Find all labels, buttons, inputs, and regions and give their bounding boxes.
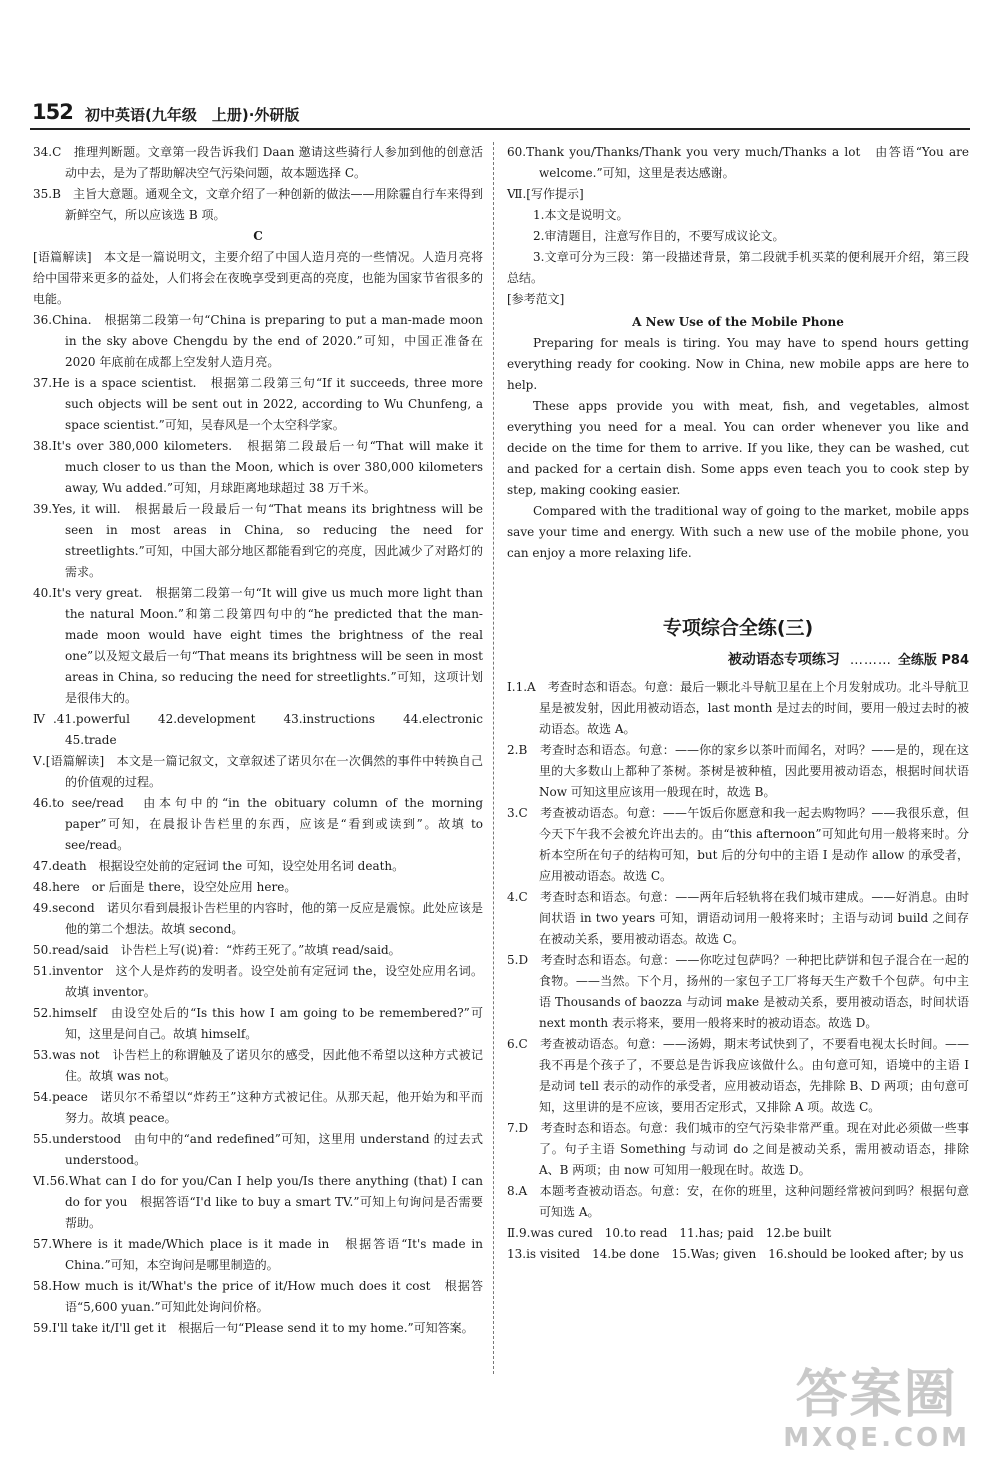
answer-paragraph: 47.death 根据设空处前的定冠词 the 可知，设空处用名词 death。: [33, 859, 405, 873]
answer-paragraph: 8.A 本题考查被动语态。句意：安，在你的班里，这种问题经常被问到吗？根据句意可知选 A。: [507, 1184, 969, 1219]
answer-paragraph: 50.read/said 讣告栏上写(说)着：“炸药王死了。”故填 read/said。: [33, 943, 401, 957]
answer-paragraph: 3.文章可分为三段：第一段描述背景，第二段就手机买菜的便利展开介绍，第三段总结。: [507, 250, 969, 285]
answer-paragraph: 54.peace 诺贝尔不希望以“炸药王”这种方式被记住。从那天起，他开始为和平而努力。故填 peace。: [33, 1090, 483, 1125]
answer-paragraph: Ⅶ.[写作提示]: [507, 187, 584, 201]
essay-paragraph: These apps provide you with meat, fish, and vegetables, almost everything you need for a meal. You can order whenever you like and decide on the time for them to arrive. If you like, they can be washed, cut and packed for a certain dish. Some apps even teach you to cook step by step, making cooking easier.: [507, 399, 969, 497]
answer-paragraph: 40.It's very great. 根据第二段第一句“It will give us much more light than the natural Moon.”和第二段第四句中的“he predicted that the man-made moon would have eight times the brightness of the real one”以及短文最后一句“That means its brightness will be seen in most areas in China, so reducing the need for streetlights.”可知，这项计划是很伟大的。: [33, 586, 483, 705]
answer-paragraph: 6.C 考查被动语态。句意：——汤姆，期末考试快到了，不要看电视太长时间。——我不再是个孩子了，不要总是告诉我应该做什么。由句意可知，语境中的主语 I 是动词 tell 表示的动作的承受者，应用被动语态，先排除 B、D 两项；由句意可知，这里讲的是不应该，要用否定形式，又排除 A 项。故选 C。: [507, 1037, 969, 1114]
answer-paragraph: 51.inventor 这个人是炸药的发明者。设空处前有定冠词 the，设空处应用名词。故填 inventor。: [33, 964, 483, 999]
watermark-logo-text: 答案圈: [795, 1365, 958, 1425]
answer-paragraph: 38.It's over 380,000 kilometers. 根据第二段最后一句“That will make it much closer to us than the Moon, which is over 380,000 kilometers away, Wu added.”可知，月球距离地球超过 38 万千米。: [33, 439, 483, 495]
book-title: 初中英语(九年级 上册)·外研版: [85, 106, 300, 124]
answer-paragraph: 52.himself 由设空处后的“Is this how I am going to be remembered?”可知，这里是问自己。故填 himself。: [33, 1006, 483, 1041]
answer-paragraph: Ⅴ.[语篇解读] 本文是一篇记叙文，文章叙述了诺贝尔在一次偶然的事件中转换自己的价值观的过程。: [33, 754, 483, 789]
essay-paragraph: Preparing for meals is tiring. You may have to spend hours getting everything ready for cooking. Now in China, new mobile apps are here to help.: [507, 336, 969, 392]
answer-paragraph: 2.B 考查时态和语态。句意：——你的家乡以茶叶而闻名，对吗？——是的，现在这里的大多数山上都种了茶树。茶树是被种植，因此要用被动语态，根据时间状语 Now 可知这里应该用一般现在时，故选 B。: [507, 743, 969, 799]
answer-paragraph: 60.Thank you/Thanks/Thank you very much/Thanks a lot 由答语“You are welcome.”可知，这里是表达感谢。: [507, 145, 969, 180]
answer-paragraph: 57.Where is it made/Which place is it made in 根据答语“It's made in China.”可知，本空询问是哪里制造的。: [33, 1237, 483, 1272]
answer-paragraph: 2.审清题目，注意写作目的，不要写成议论文。: [533, 229, 785, 243]
right-answers-top: [507, 142, 969, 310]
answer-paragraph: 4.C 考查时态和语态。句意：——两年后轻轨将在我们城市建成。——好消息。由时间状语 in two years 可知，谓语动词用一般将来时；主语与动词 build 之间存在被动关系，要用被动语态。故选 C。: [507, 890, 969, 946]
answer-paragraph: 53.was not 讣告栏上的称谓触及了诺贝尔的感受，因此他不希望以这种方式被记住。故填 was not。: [33, 1048, 483, 1083]
answer-paragraph: 7.D 考查时态和语态。句意：我们城市的空气污染非常严重。现在对此必须做一些事了。句子主语 Something 与动词 do 之间是被动关系，需用被动语态，排除 A、B 两项；由 now 可知用一般现在时。故选 D。: [507, 1121, 969, 1177]
essay-body: [507, 333, 969, 564]
answer-paragraph: 5.D 考查时态和语态。句意：——你吃过包萨吗？一种把比萨饼和包子混合在一起的食物。——当然。下个月，扬州的一家包子工厂将每天生产数千个包萨。句中主语 Thousands of baozza 与动词 make 是被动关系，要用被动语态，时间状语 next month 表示将来，要用一般将来时的被动语态。故选 D。: [507, 953, 969, 1030]
answer-paragraph: Ⅱ.9.was cured 10.to read 11.has; paid 12.be built: [507, 1226, 832, 1240]
answer-paragraph: [参考范文]: [507, 292, 565, 306]
answer-paragraph: 59.I'll take it/I'll get it 根据后一句“Please send it to my home.”可知答案。: [33, 1321, 474, 1335]
section-subtitle: 被动语态专项练习: [727, 652, 840, 668]
answer-paragraph: 46.to see/read 由本句中的“in the obituary column of the morning paper”可知，在晨报讣告栏里的东西，应该是“看到或读到”。故填 to see/read。: [33, 796, 483, 852]
watermark: [783, 1367, 970, 1453]
answer-paragraph: 58.How much is it/What's the price of it/How much does it cost 根据答语“5,600 yuan.”可知此处询问价格。: [33, 1279, 483, 1314]
section-subheader: [507, 650, 969, 671]
page-number: 152: [32, 100, 73, 124]
answer-paragraph: Ⅰ.1.A 考查时态和语态。句意：最后一颗北斗导航卫星在上个月发射成功。北斗导航卫星是被发射，因此用被动语态，last month 是过去的时间，要用一般过去时的被动语态。故选 A。: [507, 680, 969, 736]
answer-paragraph: 48.here or 后面是 there，设空处应用 here。: [33, 880, 297, 894]
answer-paragraph: C: [253, 229, 263, 243]
page-reference: 全练版 P84: [897, 653, 969, 668]
header-rule: [30, 128, 970, 130]
answer-paragraph: Ⅵ.56.What can I do for you/Can I help you/Is there anything (that) I can do for you 根据答语“I'd like to buy a smart TV.”可知上句询问是否需要帮助。: [33, 1174, 483, 1230]
answer-paragraph: 37.He is a space scientist. 根据第二段第三句“If it succeeds, three more such objects will be sent out in 2022, according to Wu Chunfeng, a space scientist.”可知，吴春风是一个太空科学家。: [33, 376, 483, 432]
answer-paragraph: 3.C 考查被动语态。句意：——午饭后你愿意和我一起去购物吗？——我很乐意，但今天下午我不会被允许出去的。由“this afternoon”可知此句用一般将来时。分析本空所在句子的结构可知，but 后的分句中的主语 I 是动作 allow 的承受者，应用被动语态。故选 C。: [507, 806, 969, 883]
essay-title: A New Use of the Mobile Phone: [632, 315, 844, 329]
answer-paragraph: 36.China. 根据第二段第一句“China is preparing to put a man-made moon in the sky above Chengdu by the end of 2020.”可知，中国正准备在 2020 年底前在成都上空发射人造月亮。: [33, 313, 483, 369]
essay-paragraph: Compared with the traditional way of going to the market, mobile apps save your time and energy. With such a new use of the mobile phone, you can enjoy a more relaxing life.: [507, 504, 969, 560]
right-column: [507, 142, 969, 1374]
answer-paragraph: 39.Yes, it will. 根据最后一段最后一句“That means its brightness will be seen in most areas in China, so reducing the need for streetlights.”可知，中国大部分地区都能看到它的亮度，因此减少了对路灯的需求。: [33, 502, 483, 579]
leader-dots: ………: [849, 653, 892, 668]
answer-paragraph: 55.understood 由句中的“and redefined”可知，这里用 understand 的过去式 understood。: [33, 1132, 483, 1167]
column-divider: [493, 142, 494, 1374]
answer-paragraph: Ⅳ.41.powerful 42.development 43.instructions 44.electronic 45.trade: [33, 712, 496, 747]
answer-paragraph: 49.second 诺贝尔看到晨报讣告栏里的内容时，他的第一反应是震惊。此处应该是他的第二个想法。故填 second。: [33, 901, 483, 936]
section-title: 专项综合全练(三): [662, 617, 814, 639]
right-answers-bottom: [507, 677, 969, 1265]
answer-paragraph: 34.C 推理判断题。文章第一段告诉我们 Daan 邀请这些骑行人参加到他的创意活动中去，是为了帮助解决空气污染问题，故本题选择 C。: [33, 145, 483, 180]
answer-paragraph: [语篇解读] 本文是一篇说明文，主要介绍了中国人造月亮的一些情况。人造月亮将给中国带来更多的益处，人们将会在夜晚享受到更高的亮度，也能为国家节省很多的电能。: [33, 250, 483, 306]
answer-paragraph: 35.B 主旨大意题。通观全文，文章介绍了一种创新的做法——用除霾自行车来得到新鲜空气，所以应该选 B 项。: [33, 187, 483, 222]
answer-paragraph: 13.is visited 14.be done 15.Was; given 16.should be looked after; by us: [507, 1247, 964, 1261]
left-column: [33, 142, 496, 1374]
answer-paragraph: 1.本文是说明文。: [533, 208, 629, 222]
watermark-url: MXQE.COM: [783, 1423, 970, 1453]
